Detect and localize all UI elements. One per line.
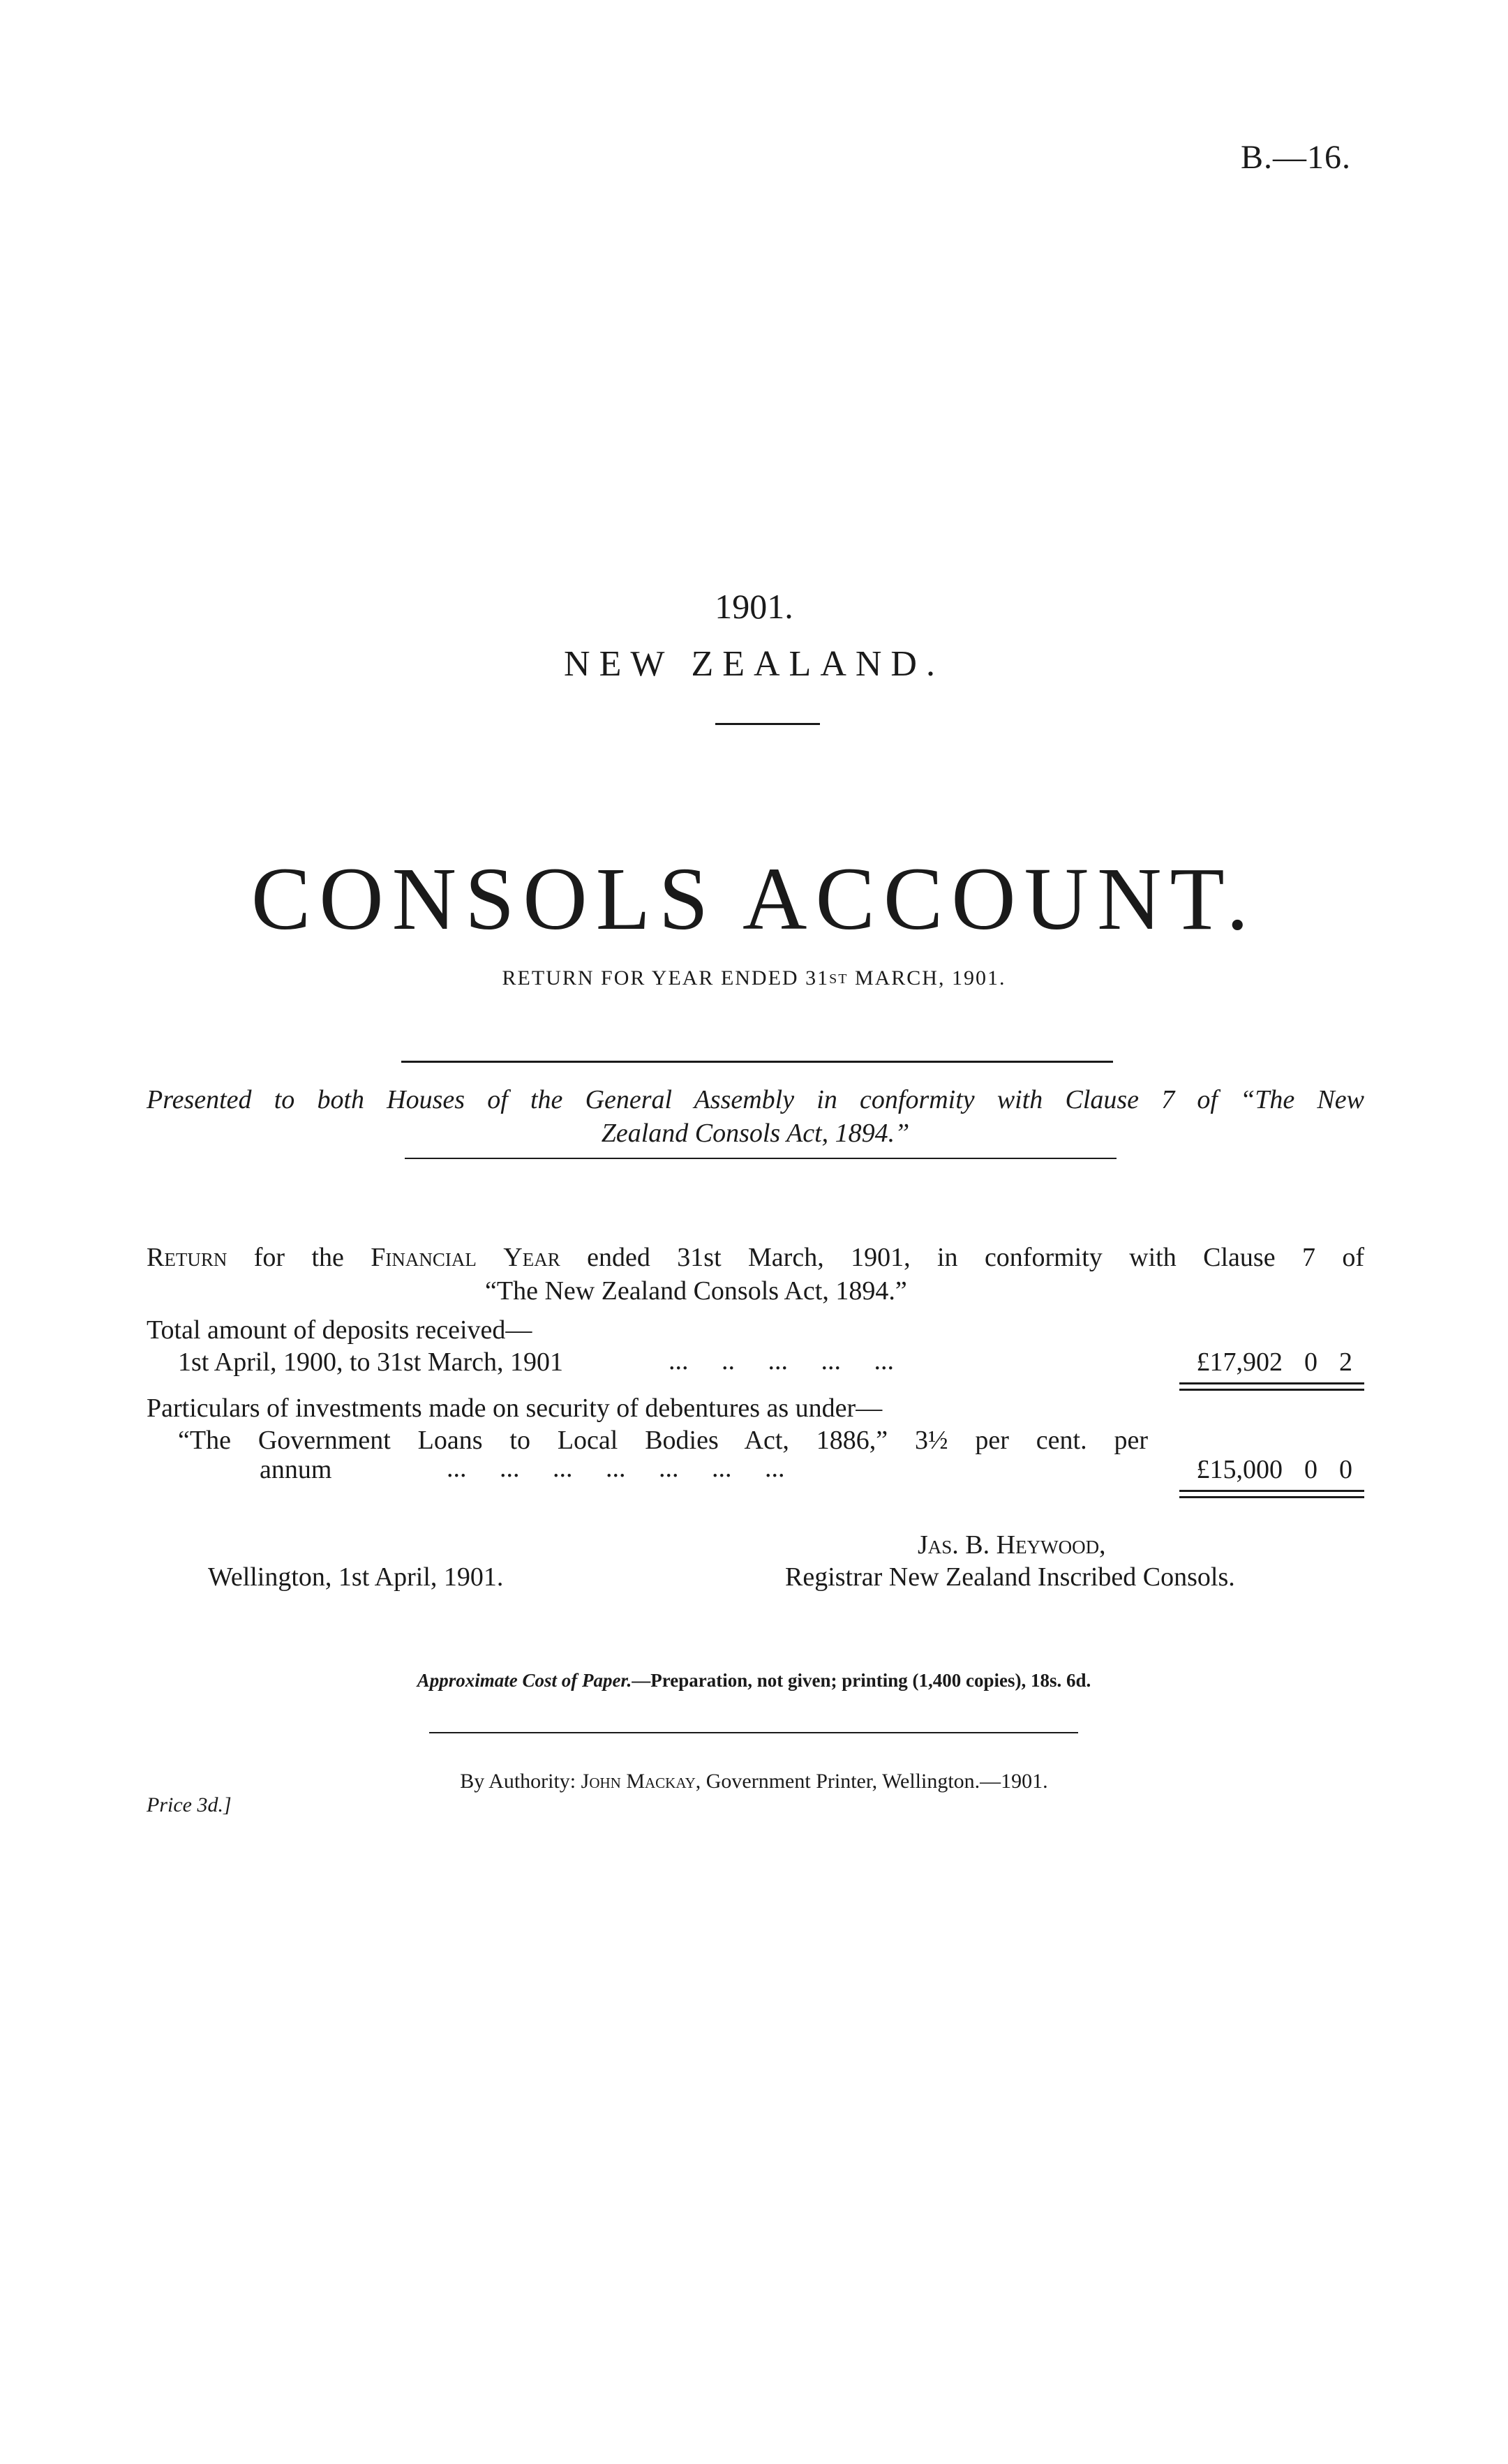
deposits-heading: Total amount of deposits received— — [147, 1315, 532, 1345]
cost-label: Approximate Cost of Paper. — [417, 1670, 632, 1691]
investments-amount-pounds: £15,000 — [1196, 1455, 1283, 1484]
document-reference: B.—16. — [1240, 139, 1351, 176]
divider-rule — [715, 723, 820, 725]
printer-name: John Mackay — [581, 1770, 696, 1793]
deposits-amount-pence: 2 — [1339, 1347, 1352, 1377]
investments-total-rule — [1179, 1496, 1364, 1498]
printer-imprint — [0, 1770, 1508, 1793]
signer-name: Jas. B. Heywood, — [918, 1530, 1106, 1560]
return-intro — [147, 1241, 1364, 1308]
printer-post: , Government Printer, Wellington.—1901. — [695, 1770, 1048, 1793]
deposits-amount-shillings: 0 — [1304, 1347, 1317, 1377]
investments-leader-dots: ... ... ... ... ... ... ... — [447, 1454, 785, 1483]
deposits-period: 1st April, 1900, to 31st March, 1901 — [178, 1347, 564, 1377]
cost-of-paper-note — [0, 1670, 1508, 1692]
document-subtitle — [0, 966, 1508, 990]
return-intro-text: ended 31st March, 1901, in conformity with Clause 7 of — [560, 1243, 1365, 1272]
investments-annum: annum — [260, 1455, 332, 1484]
word-year: Year — [503, 1243, 560, 1272]
investments-total-rule — [1179, 1490, 1364, 1492]
investments-amount-shillings: 0 — [1304, 1455, 1317, 1484]
word-return: Return — [147, 1243, 227, 1272]
price-note: Price 3d.] — [147, 1793, 232, 1816]
return-intro-text: for the — [227, 1243, 371, 1272]
investments-heading: Particulars of investments made on security of debentures as under— — [147, 1394, 883, 1423]
place-and-date: Wellington, 1st April, 1901. — [208, 1562, 504, 1592]
divider-rule — [429, 1732, 1078, 1733]
presented-line-2: Zealand Consols Act, 1894.” — [601, 1119, 910, 1148]
investments-act-line: “The Government Loans to Local Bodies Act, 1886,” 3½ per cent. per — [178, 1426, 1148, 1455]
deposits-amount-pounds: £17,902 — [1196, 1347, 1283, 1377]
investments-amount — [1178, 1453, 1352, 1486]
subtitle-text-pre: RETURN FOR YEAR ENDED 31 — [502, 966, 830, 990]
word-financial: Financial — [371, 1243, 477, 1272]
presented-notice — [147, 1083, 1364, 1150]
masthead-year: 1901. — [715, 587, 793, 626]
divider-rule — [405, 1158, 1117, 1159]
presented-line-1: Presented to both Houses of the General Assembly in conformity with Clause 7 of “The New — [147, 1085, 1364, 1114]
deposits-total-rule — [1179, 1382, 1364, 1384]
return-intro-text — [477, 1243, 503, 1272]
subtitle-superscript: ST — [829, 971, 849, 987]
cost-text: —Preparation, not given; printing (1,400 copies), 18s. 6d. — [632, 1670, 1091, 1691]
return-intro-line-2: “The New Zealand Consols Act, 1894.” — [485, 1276, 907, 1306]
deposits-total-rule — [1179, 1389, 1364, 1391]
masthead-country: NEW ZEALAND. — [564, 644, 944, 684]
deposits-leader-dots: ... .. ... ... ... — [669, 1346, 894, 1375]
printer-pre: By Authority: — [460, 1770, 581, 1793]
subtitle-text-post: MARCH, 1901. — [848, 966, 1006, 990]
divider-rule — [401, 1061, 1113, 1063]
investments-amount-pence: 0 — [1339, 1455, 1352, 1484]
return-intro-line-1 — [147, 1241, 1364, 1274]
document-title: CONSOLS ACCOUNT. — [251, 849, 1257, 948]
deposits-amount — [1178, 1345, 1352, 1379]
signer-title: Registrar New Zealand Inscribed Consols. — [785, 1562, 1235, 1592]
